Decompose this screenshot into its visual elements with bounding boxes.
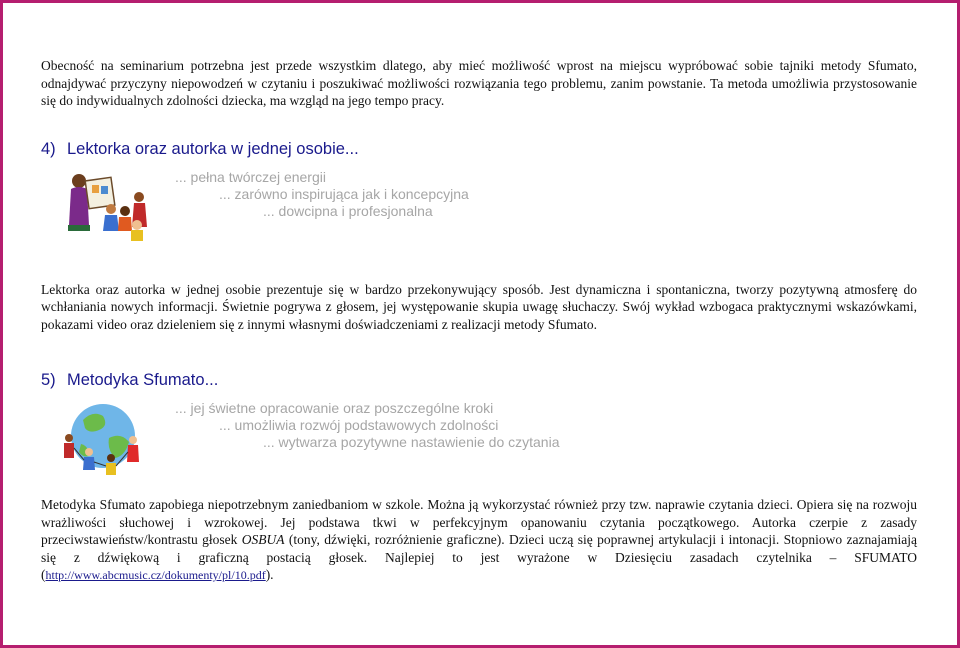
- section-5-paragraph-part-1: Metodyka Sfumato zapobiega niepotrzebnym zaniedbaniom w szkole. Można ją wykorzystać również przy tzw. naprawie czytania dzieci. Opiera się na rozwoju wrażliwości słuchowej i wzrokowej. Jej podstawa tkwi w perfekcyjnym opanowaniu czytania początkowego. Autorka czerpie z zasady przeciwstawieństw/kontrastu głosek: [41, 497, 917, 547]
- section-5-feature-block: [41, 400, 917, 496]
- intro-paragraph: Obecność na seminarium potrzebna jest przede wszystkim dlatego, aby mieć możliwość wprost na miejscu wypróbować sobie tajniki metody Sfumato, odnajdywać przyczyny niepowodzeń w czytaniu i poszukiwać możliwości rozwiązania tego problemu, zanim powstanie. Ta metoda umożliwia przystosowanie się do indywidualnych zdolności dziecka, ma wzgląd na jego tempo pracy.: [41, 58, 917, 108]
- section-5-heading: [41, 371, 917, 390]
- section-4-feature-list: [175, 169, 469, 220]
- sfumato-rules-link[interactable]: http://www.abcmusic.cz/dokumenty/pl/10.pdf: [45, 568, 266, 582]
- section-5-feature-1: ... jej świetne opracowanie oraz poszczególne kroki: [175, 400, 494, 416]
- section-4-feature-3: ... dowcipna i profesjonalna: [263, 202, 433, 219]
- teacher-clipart-icon: [65, 169, 149, 243]
- section-5-paragraph-part-2: (tony, dźwięki, rozróżnienie graficzne). Dzieci uczą się poprawnej artykulacji i intonacji. Stopniowo zaznajamiają się z dźwiękową i graficzną postacią głosek. Najlepiej to jest wyrażone w Dziesięciu zasadach czytelnika – SFUMATO (: [41, 532, 917, 582]
- document-content: [41, 57, 917, 585]
- section-4-feature-1: ... pełna twórczej energii: [175, 168, 326, 185]
- section-5-feature-list: [175, 400, 559, 451]
- section-5-feature-2: ... umożliwia rozwój podstawowych zdolności: [219, 417, 499, 433]
- section-5-paragraph-end: ).: [265, 567, 274, 582]
- globe-children-clipart-icon: [59, 400, 143, 476]
- section-4-number: 4): [41, 139, 56, 158]
- section-4-title: Lektorka oraz autorka w jednej osobie...: [67, 139, 359, 158]
- section-4-heading: [41, 140, 917, 159]
- section-5-feature-3: ... wytwarza pozytywne nastawienie do czytania: [263, 434, 560, 450]
- section-5-paragraph: [41, 496, 917, 585]
- section-4-paragraph: Lektorka oraz autorka w jednej osobie prezentuje się w bardzo przekonywujący sposób. Jest dynamiczna i spontaniczna, tworzy pozytywną atmosferę do wchłaniania nowych informacji. Świetnie pogrywa z głosem, jej występowanie skupia uwagę słuchaczy. Swój wykład wzbogaca praktycznymi wskazówkami, pokazami video oraz dzieleniem się z innymi własnymi doświadczeniami z realizacji metody Sfumato.: [41, 281, 917, 332]
- section-4-feature-block: [41, 169, 917, 269]
- section-4-feature-2: ... zarówno inspirująca jak i koncepcyjna: [219, 185, 469, 202]
- section-5-number: 5): [41, 371, 56, 389]
- osbua-term: OSBUA: [241, 532, 285, 547]
- section-5-title: Metodyka Sfumato...: [67, 371, 219, 389]
